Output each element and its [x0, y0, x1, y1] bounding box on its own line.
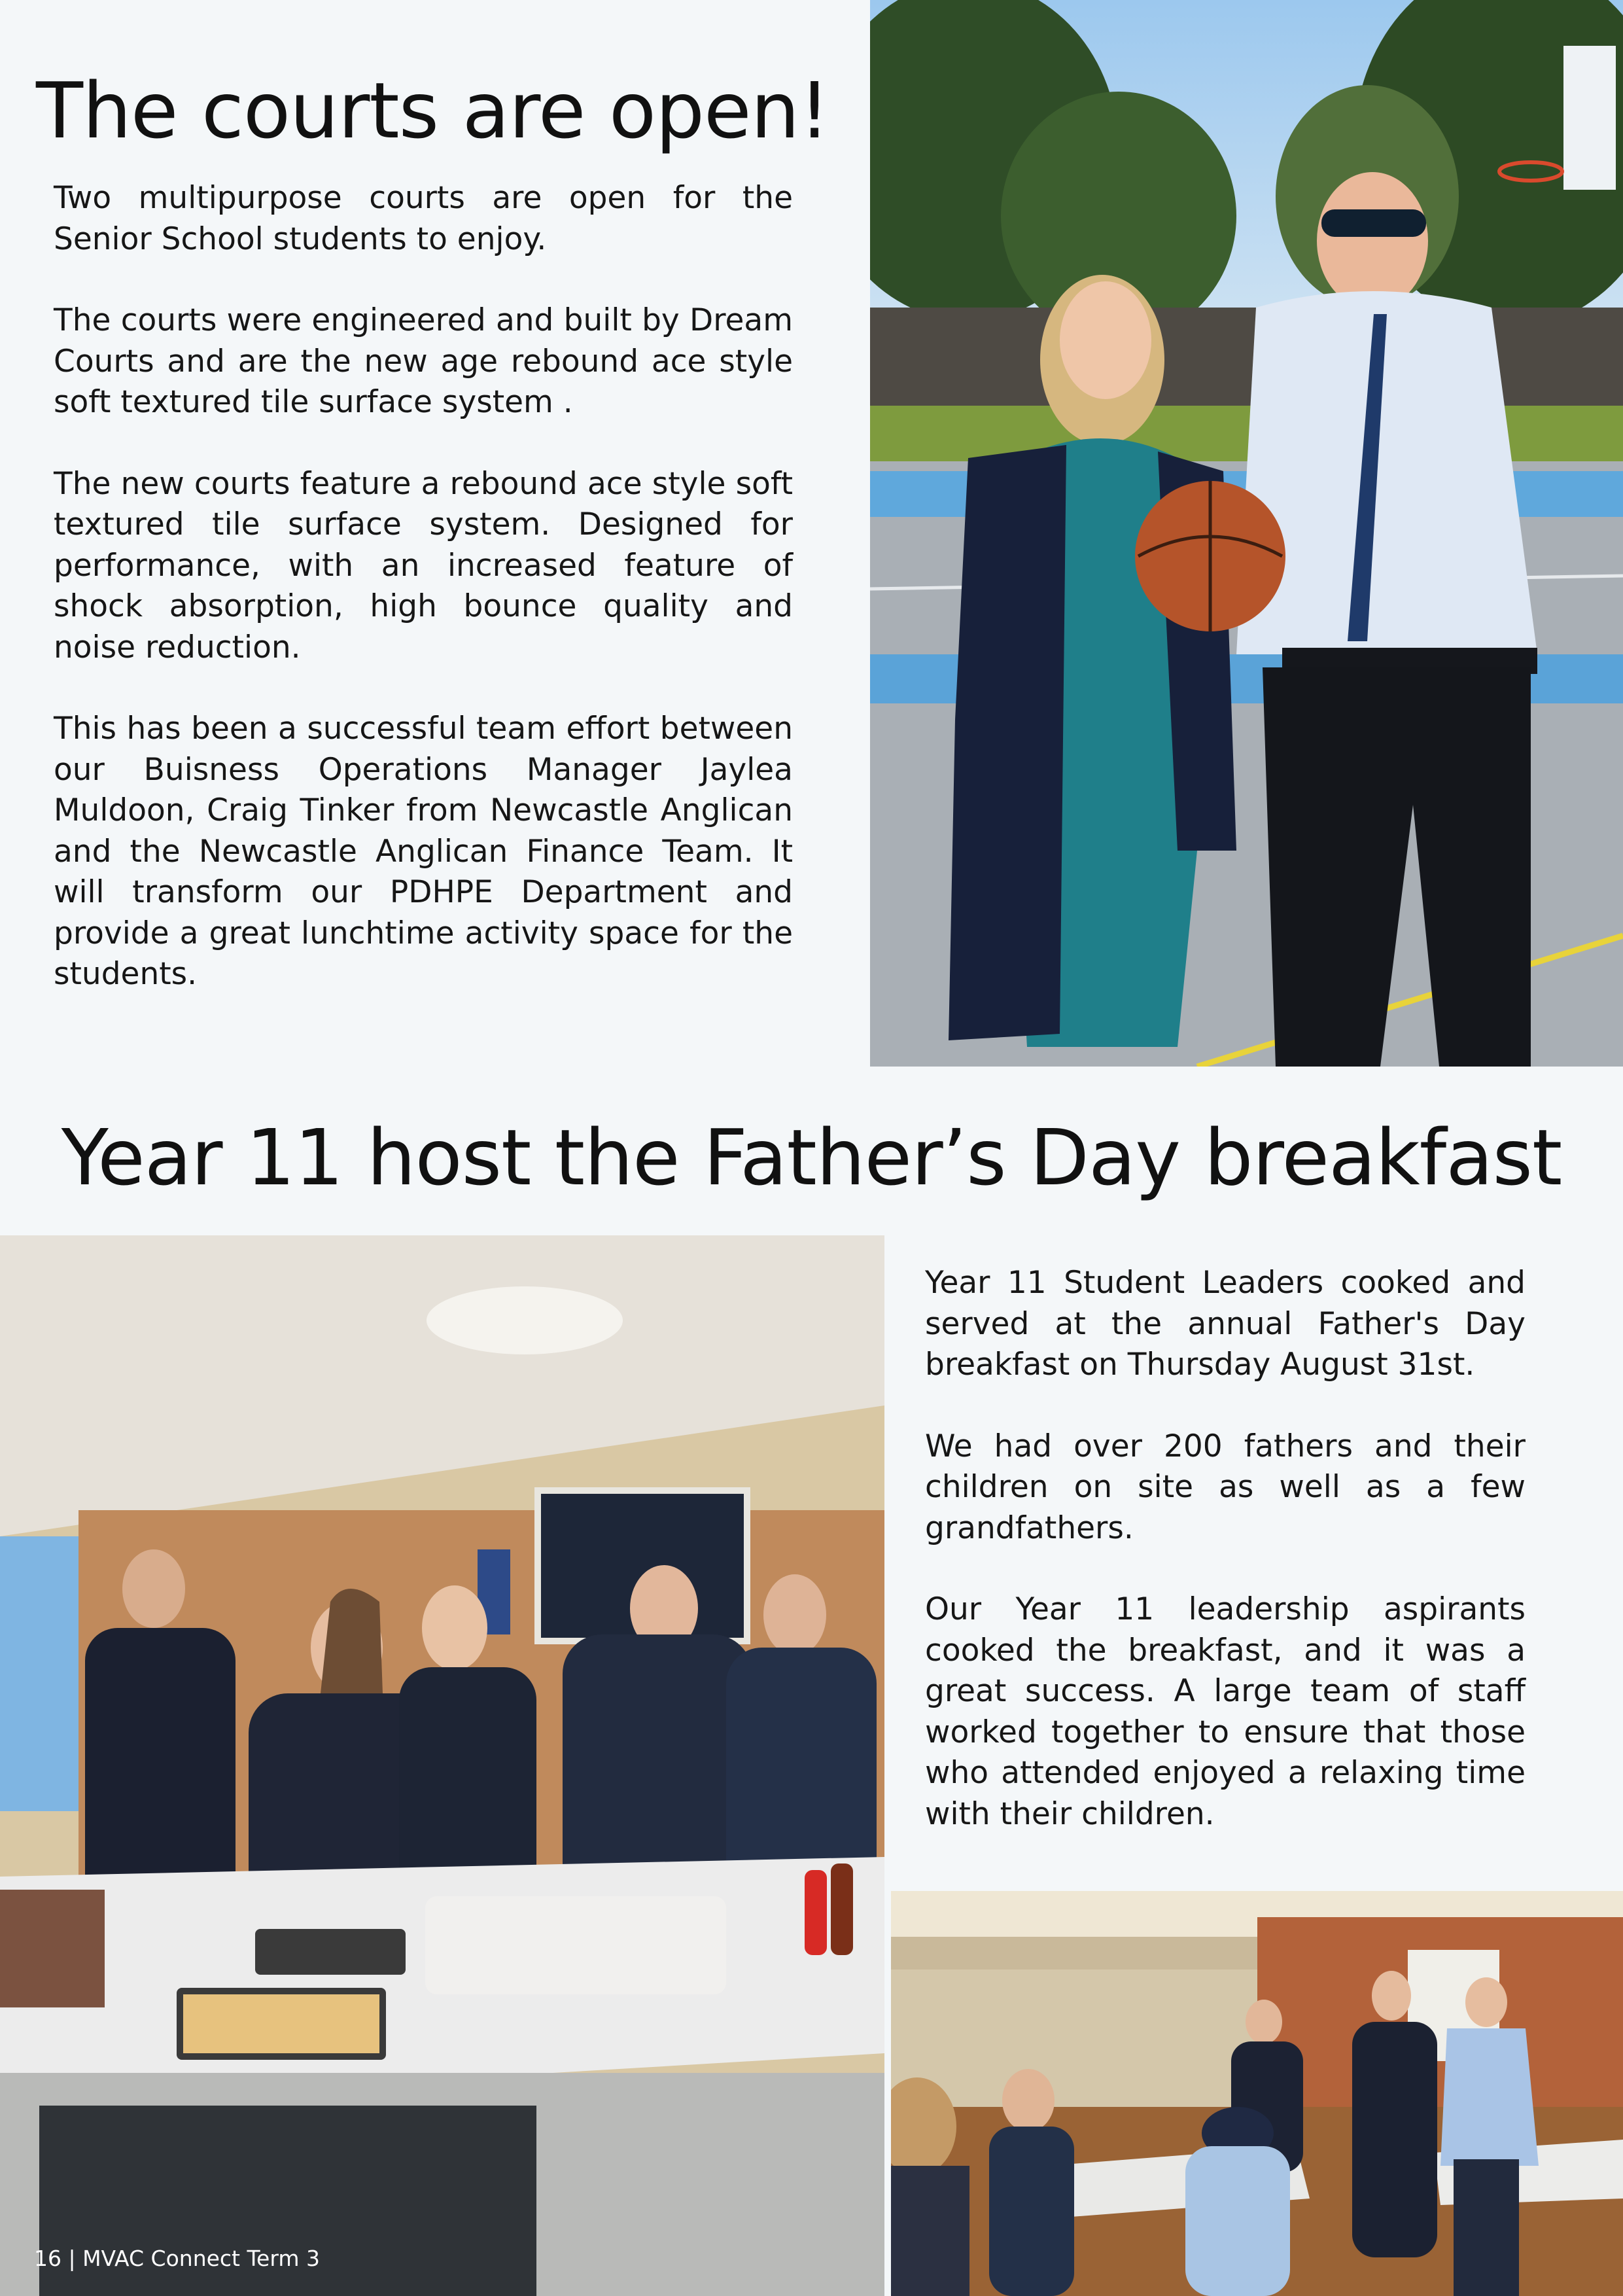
page-footer: 16 | MVAC Connect Term 3	[34, 2246, 320, 2271]
courts-paragraph-3: The new courts feature a rebound ace style soft textured tile surface system. Designed for performance, with an increased feature of shock absorption, high bounce quality and noise reduction.	[54, 465, 793, 665]
breakfast-article-body	[925, 1263, 1526, 1875]
breakfast-paragraph-2: We had over 200 fathers and their children on site as well as a few grandfathers.	[925, 1428, 1526, 1546]
photo-school-hall-breakfast	[891, 1891, 1623, 2296]
courts-paragraph-1: Two multipurpose courts are open for the Senior School students to enjoy.	[54, 180, 793, 257]
breakfast-paragraph-1: Year 11 Student Leaders cooked and served at the annual Father's Day breakfast on Thursday August 31st.	[925, 1265, 1526, 1383]
photo-students-serving-breakfast	[0, 1235, 884, 2296]
courts-article-body	[54, 178, 793, 1036]
courts-paragraph-2: The courts were engineered and built by Dream Courts and are the new age rebound ace style soft textured tile surface system .	[54, 302, 793, 420]
breakfast-paragraph-3: Our Year 11 leadership aspirants cooked the breakfast, and it was a great success. A large team of staff worked together to ensure that those who attended enjoyed a relaxing time with their children.	[925, 1591, 1526, 1832]
courts-paragraph-4: This has been a successful team effort between our Buisness Operations Manager Jaylea Muldoon, Craig Tinker from Newcastle Anglican and the Newcastle Anglican Finance Team. It will transform our PDHPE Department and provide a great lunchtime activity space for the students.	[54, 711, 793, 992]
photo-basketball-courts	[870, 0, 1623, 1067]
section-title-courts: The courts are open!	[36, 65, 829, 156]
section-title-breakfast: Year 11 host the Father’s Day breakfast	[61, 1112, 1562, 1203]
